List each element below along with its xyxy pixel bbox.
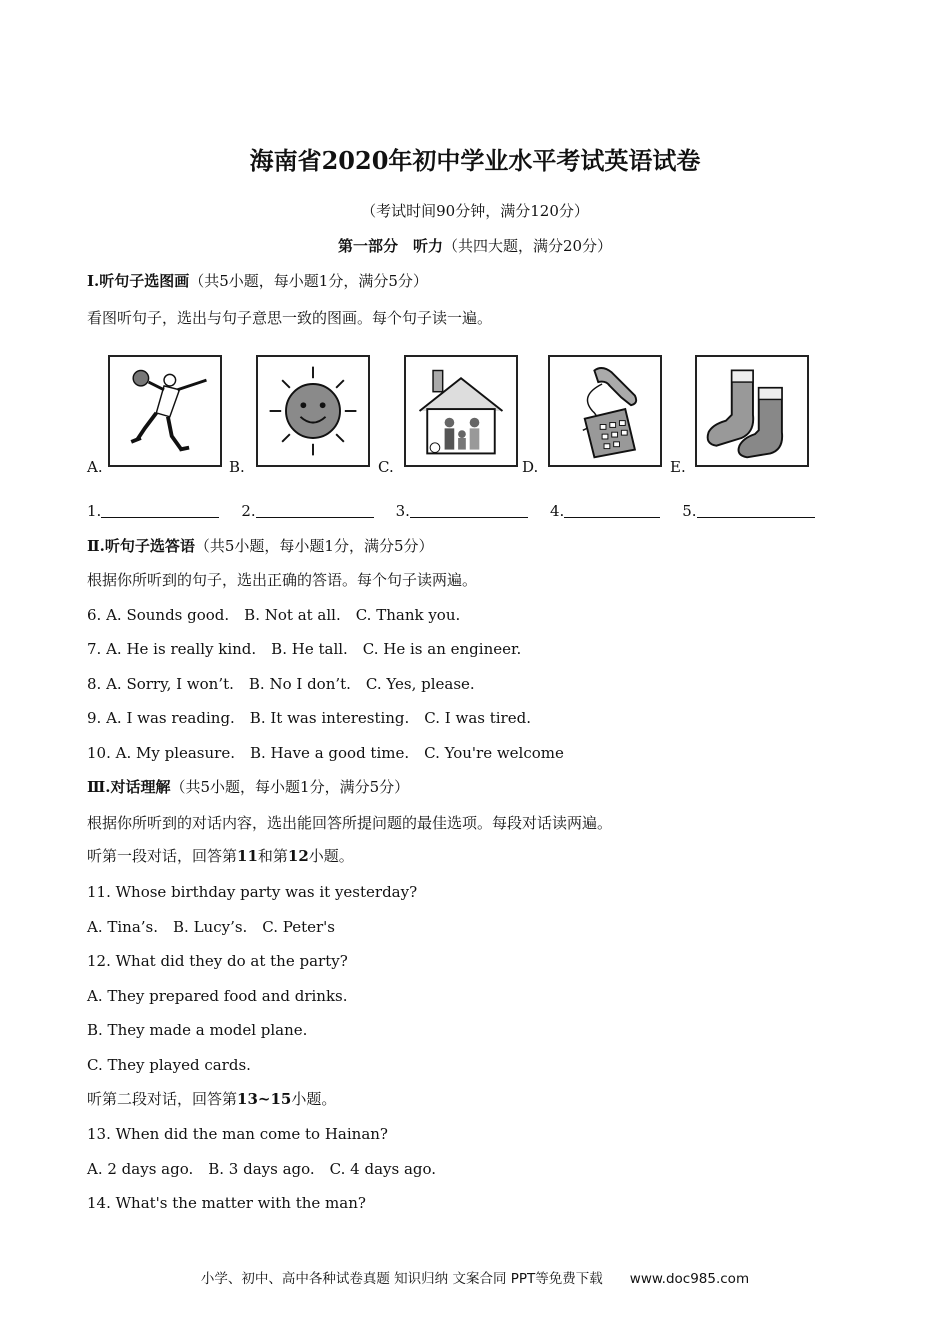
dialog2-intro (87, 1089, 336, 1109)
basketball-player-icon (110, 357, 220, 465)
answer-blanks-row (87, 501, 815, 521)
question-12-option-b: B. They made a model plane. (87, 1021, 308, 1039)
picture-label-d: D. (522, 458, 539, 476)
section3-heading-rest: （共5小题，每小题1分，满分5分） (170, 778, 410, 796)
socks-icon (697, 357, 807, 465)
dialog2-pre: 听第二段对话，回答第 (87, 1090, 238, 1108)
section1-heading-bold: I.听句子选图画 (87, 272, 190, 290)
picture-d (548, 355, 662, 467)
telephone-icon (550, 357, 660, 465)
page-footer: 小学、初中、高中各种试卷真题 知识归纳 文案合同 PPT等免费下载 www.doc985.com (200, 1271, 750, 1287)
answer-blank-4[interactable] (564, 501, 660, 518)
section1-heading (87, 271, 428, 291)
section2-heading-rest: （共5小题，每小题1分，满分5分） (194, 537, 434, 555)
blank-label-3: 3. (395, 502, 410, 520)
question-10: 10. A. My pleasure. B. Have a good time. C. You're welcome (87, 744, 564, 762)
dialog1-pre: 听第一段对话，回答第 (87, 847, 238, 865)
picture-b (256, 355, 370, 467)
question-7: 7. A. He is really kind. B. He tall. C. He is an engineer. (87, 640, 522, 658)
blank-label-2: 2. (241, 502, 256, 520)
page-title: 海南省2020年初中学业水平考试英语试卷 (249, 146, 701, 175)
question-14: 14. What's the matter with the man? (87, 1194, 366, 1212)
part1-rest: （共四大题，满分20分） (442, 237, 613, 255)
question-12-option-c: C. They played cards. (87, 1056, 251, 1074)
section2-heading-bold: Ⅱ.听句子选答语 (87, 537, 195, 555)
question-8: 8. A. Sorry, I won’t. B. No I don’t. C. Yes, please. (87, 675, 475, 693)
family-house-icon (406, 357, 516, 465)
picture-label-c: C. (378, 458, 394, 476)
answer-blank-2[interactable] (256, 501, 374, 518)
answer-blank-3[interactable] (410, 501, 528, 518)
picture-label-b: B. (229, 458, 245, 476)
picture-label-a: A. (87, 458, 103, 476)
picture-e (695, 355, 809, 467)
question-12-option-a: A. They prepared food and drinks. (87, 987, 348, 1005)
question-11-options: A. Tina’s. B. Lucy’s. C. Peter's (87, 918, 335, 936)
dialog1-post: 小题。 (308, 847, 354, 865)
picture-a (108, 355, 222, 467)
question-13: 13. When did the man come to Hainan? (87, 1125, 388, 1143)
smiling-sun-icon (258, 357, 368, 465)
section3-heading (87, 777, 409, 797)
dialog2-post: 小题。 (291, 1090, 337, 1108)
part1-bold: 第一部分 听力 (337, 237, 443, 255)
question-12: 12. What did they do at the party? (87, 952, 348, 970)
section2-instruction: 根据你所听到的句子，选出正确的答语。每个句子读两遍。 (87, 571, 478, 589)
part1-heading (0, 236, 950, 256)
dialog1-intro (87, 846, 354, 866)
dialog1-n2: 12 (287, 847, 309, 865)
question-11: 11. Whose birthday party was it yesterday? (87, 883, 418, 901)
question-9: 9. A. I was reading. B. It was interesting. C. I was tired. (87, 709, 531, 727)
blank-label-5: 5. (682, 502, 697, 520)
blank-label-4: 4. (549, 502, 565, 520)
dialog1-n1: 11 (237, 847, 258, 865)
section3-heading-bold: Ⅲ.对话理解 (87, 778, 171, 796)
dialog2-range: 13~15 (237, 1090, 292, 1108)
section2-heading (87, 536, 434, 556)
section1-instruction: 看图听句子，选出与句子意思一致的图画。每个句子读一遍。 (87, 309, 493, 327)
picture-c (404, 355, 518, 467)
section3-instruction: 根据你所听到的对话内容，选出能回答所提问题的最佳选项。每段对话读两遍。 (87, 814, 613, 832)
exam-info: （考试时间90分钟，满分120分） (361, 202, 589, 220)
question-6: 6. A. Sounds good. B. Not at all. C. Thank you. (87, 606, 461, 624)
dialog1-mid: 和第 (257, 847, 288, 865)
blank-label-1: 1. (87, 502, 102, 520)
picture-label-e: E. (670, 458, 686, 476)
section1-heading-rest: （共5小题，每小题1分，满分5分） (189, 272, 428, 290)
answer-blank-1[interactable] (101, 501, 219, 518)
question-13-options: A. 2 days ago. B. 3 days ago. C. 4 days ago. (87, 1160, 437, 1178)
answer-blank-5[interactable] (697, 501, 815, 518)
